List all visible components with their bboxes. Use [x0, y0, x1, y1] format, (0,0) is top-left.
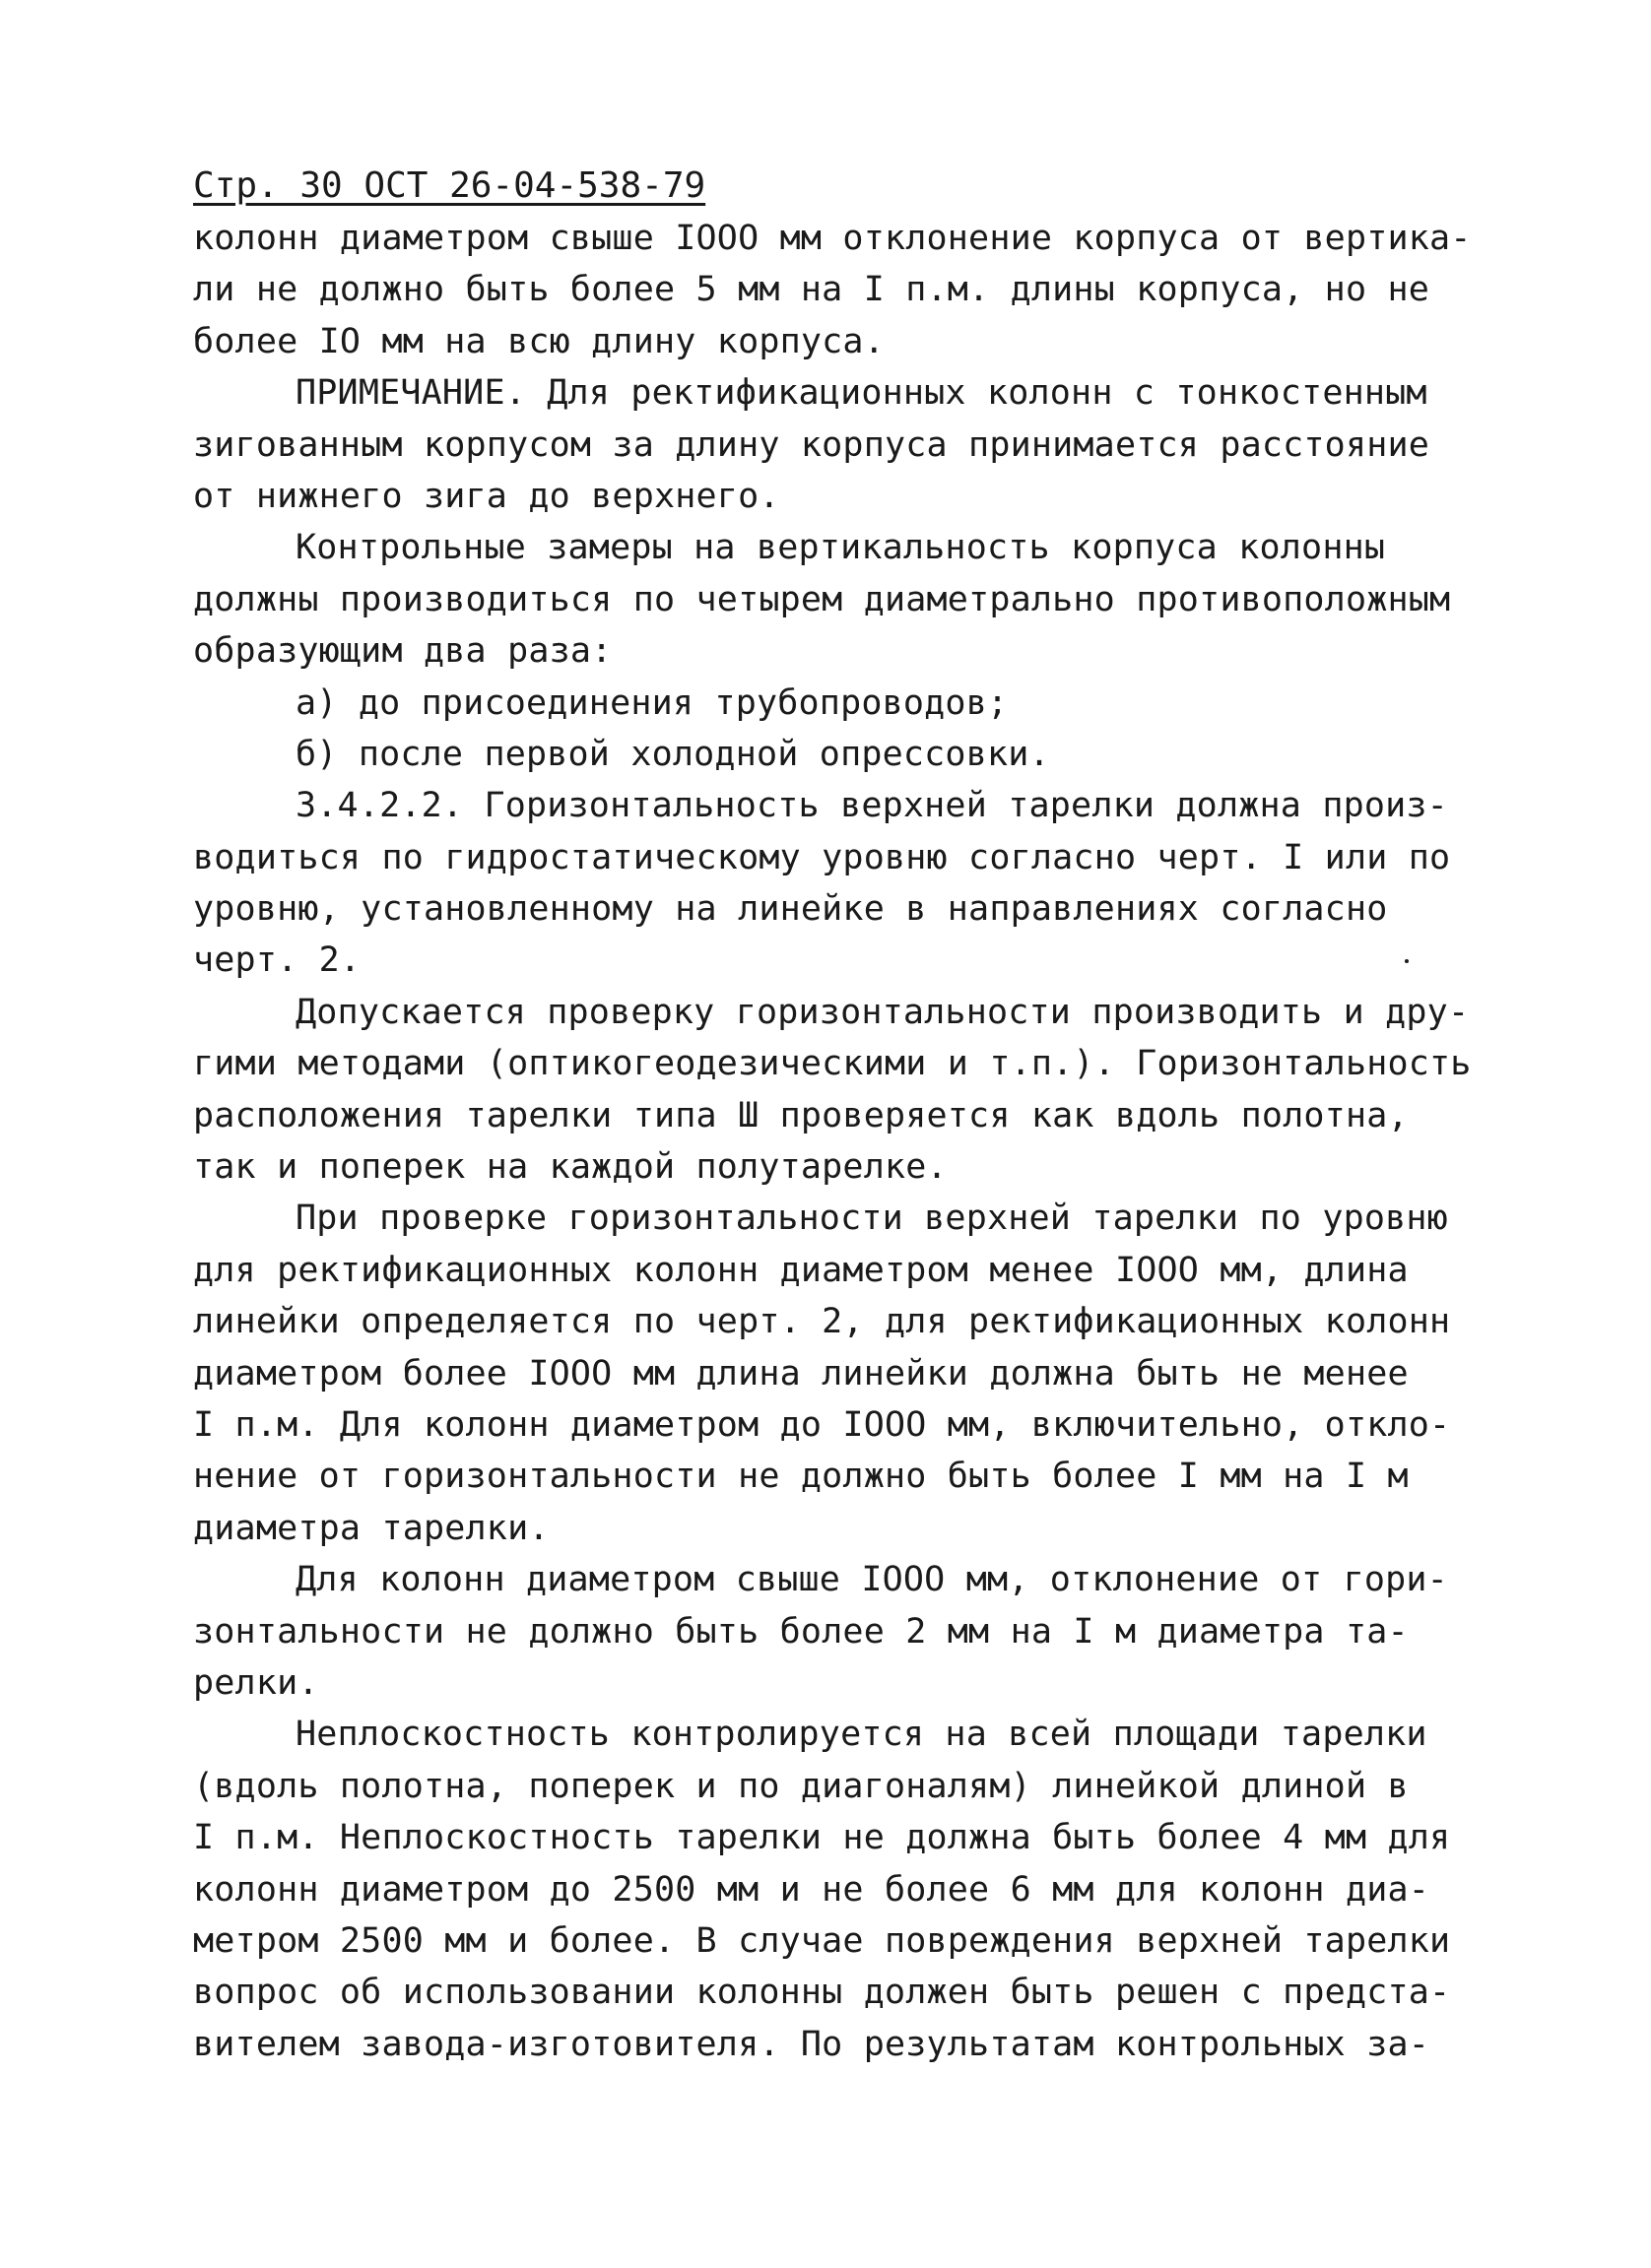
text-line: зонтальности не должно быть более 2 мм на I м диаметра та- — [193, 1611, 1409, 1652]
text-line: При проверке горизонтальности верхней тарелки по уровню — [296, 1199, 1448, 1239]
text-line: гими методами (оптикогеодезическими и т.п.). Горизонтальность — [193, 1044, 1472, 1084]
text-line: релки. — [193, 1662, 319, 1703]
stray-dot-mark — [1405, 959, 1409, 963]
text-line: расположения тарелки типа Ш проверяется как вдоль полотна, — [193, 1095, 1409, 1135]
text-line: так и поперек на каждой полутарелке. — [193, 1147, 948, 1188]
text-line: I п.м. Неплоскостность тарелки не должна быть более 4 мм для — [193, 1818, 1451, 1858]
text-line: Неплоскостность контролируется на всей площади тарелки — [296, 1715, 1427, 1755]
text-line: 3.4.2.2. Горизонтальность верхней тарелки должна произ- — [296, 786, 1448, 826]
text-line: зигованным корпусом за длину корпуса принимается расстояние — [193, 424, 1430, 465]
text-line: должны производиться по четырем диаметрально противоположным — [193, 579, 1451, 619]
text-line: б) после первой холодной опрессовки. — [296, 734, 1050, 774]
text-line: диаметром более IOOO мм длина линейки должна быть не менее — [193, 1353, 1409, 1393]
text-line: ли не должно быть более 5 мм на I п.м. длины корпуса, но не — [193, 270, 1430, 310]
text-line: колонн диаметром до 2500 мм и не более 6 мм для колонн диа- — [193, 1869, 1430, 1910]
text-line: вителем завода-изготовителя. По результатам контрольных за- — [193, 2024, 1430, 2064]
text-line: нение от горизонтальности не должно быть более I мм на I м — [193, 1457, 1409, 1497]
text-line: водиться по гидростатическому уровню согласно черт. I или по — [193, 837, 1451, 877]
text-line: Контрольные замеры на вертикальность корпуса колонны — [296, 528, 1386, 568]
text-line: для ректификационных колонн диаметром менее IOOO мм, длина — [193, 1250, 1409, 1290]
page-header-reference: Стр. 30 ОСТ 26-04-538-79 — [193, 165, 706, 206]
text-line: колонн диаметром свыше IOOO мм отклонение корпуса от вертика- — [193, 219, 1472, 258]
text-line: образующим два раза: — [193, 631, 613, 672]
text-line: Для колонн диаметром свыше IOOO мм, отклонение от гори- — [296, 1560, 1448, 1600]
text-line: линейки определяется по черт. 2, для ректификационных колонн — [193, 1302, 1451, 1342]
document-body — [193, 213, 1474, 2070]
text-line: более IO мм на всю длину корпуса. — [193, 321, 885, 361]
text-line: от нижнего зига до верхнего. — [193, 476, 780, 516]
text-line: диаметра тарелки. — [193, 1508, 550, 1548]
text-line: ПРИМЕЧАНИЕ. Для ректификационных колонн с тонкостенным — [296, 373, 1427, 414]
text-line: (вдоль полотна, поперек и по диагоналям) линейкой длиной в — [193, 1766, 1409, 1806]
text-line: а) до присоединения трубопроводов; — [296, 682, 1009, 723]
text-line: вопрос об использовании колонны должен быть решен с предста- — [193, 1973, 1451, 2013]
text-line: черт. 2. — [193, 940, 362, 981]
text-line: Допускается проверку горизонтальности производить и дру- — [296, 992, 1470, 1032]
text-line: уровню, установленному на линейке в направлениях согласно — [193, 889, 1388, 930]
text-line: I п.м. Для колонн диаметром до IOOO мм, включительно, откло- — [193, 1404, 1451, 1445]
text-line: метром 2500 мм и более. В случае повреждения верхней тарелки — [193, 1920, 1451, 1961]
